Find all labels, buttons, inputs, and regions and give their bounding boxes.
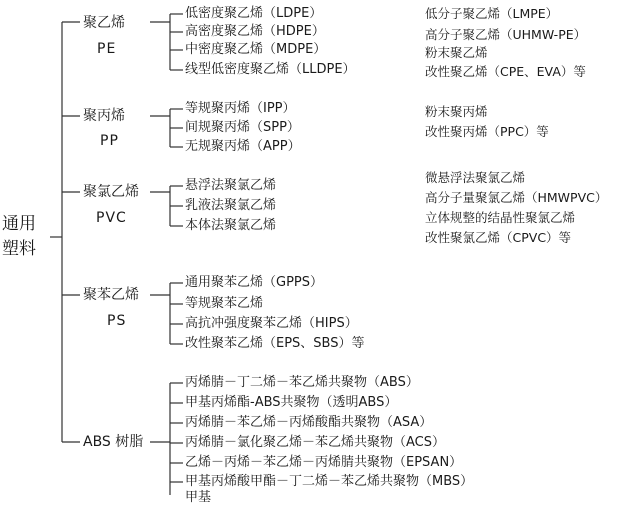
group-abbr-pp: PP: [100, 133, 119, 149]
abs-item: 丙烯腈－苯乙烯－丙烯酸酯共聚物（ASA）: [185, 415, 433, 430]
abs-item: 丙烯腈－丁二烯－苯乙烯共聚物（ABS）: [185, 375, 419, 390]
group-name-pvc: 聚氯乙烯: [83, 184, 139, 200]
pe-item: 线型低密度聚乙烯（LLDPE）: [185, 62, 356, 77]
pp-extra: 改性聚丙烯（PPC）等: [425, 124, 549, 139]
pvc-item: 本体法聚氯乙烯: [185, 218, 277, 233]
abs-item: 丙烯腈－氯化聚乙烯－苯乙烯共聚物（ACS）: [185, 435, 445, 450]
group-name-ps: 聚苯乙烯: [83, 287, 139, 303]
abs-item: 乙烯－丙烯－苯乙烯－丙烯腈共聚物（EPSAN）: [185, 455, 463, 470]
pvc-extra: 立体规整的结晶性聚氯乙烯: [425, 210, 576, 225]
group-name-pe: 聚乙烯: [83, 15, 125, 31]
pp-item: 无规聚丙烯（APP）: [185, 139, 301, 154]
pe-extra: 高分子聚乙烯（UHMW-PE）: [425, 27, 587, 42]
pe-extra: 粉末聚乙烯: [425, 45, 488, 60]
root-label-line2: 塑料: [2, 239, 36, 259]
ps-item: 通用聚苯乙烯（GPPS）: [185, 275, 324, 290]
pe-item: 低密度聚乙烯（LDPE）: [185, 6, 323, 21]
pvc-extra: 改性聚氯乙烯（CPVC）等: [425, 230, 572, 245]
pp-item: 间规聚丙烯（SPP）: [185, 120, 300, 135]
root-label-line1: 通用: [2, 214, 36, 234]
pvc-item: 乳液法聚氯乙烯: [185, 198, 277, 213]
abs-item: 甲基丙烯酸甲酯－丁二烯－苯乙烯共聚物（MBS）: [185, 474, 474, 489]
pvc-item: 悬浮法聚氯乙烯: [185, 178, 277, 193]
abs-item: 甲基: [185, 490, 212, 505]
pp-item: 等规聚丙烯（IPP）: [185, 101, 296, 116]
pe-item: 中密度聚乙烯（MDPE）: [185, 42, 327, 57]
pvc-extra: 微悬浮法聚氯乙烯: [425, 170, 526, 185]
pvc-extra: 高分子量聚氯乙烯（HMWPVC）: [425, 190, 608, 205]
group-abbr-pvc: PVC: [96, 210, 127, 226]
pp-extra: 粉末聚丙烯: [425, 104, 488, 119]
group-abbr-pe: PE: [97, 41, 117, 57]
group-name-abs: ABS 树脂: [83, 434, 144, 450]
group-abbr-ps: PS: [107, 313, 127, 329]
ps-item: 高抗冲强度聚苯乙烯（HIPS）: [185, 316, 358, 331]
abs-item: 甲基丙烯酯-ABS共聚物（透明ABS）: [185, 395, 398, 410]
ps-item: 等规聚苯乙烯: [185, 296, 264, 311]
pe-extra: 低分子聚乙烯（LMPE）: [425, 6, 559, 21]
pe-item: 高密度聚乙烯（HDPE）: [185, 24, 325, 39]
pe-extra: 改性聚乙烯（CPE、EVA）等: [425, 64, 586, 79]
group-name-pp: 聚丙烯: [83, 108, 125, 124]
ps-item: 改性聚苯乙烯（EPS、SBS）等: [185, 336, 365, 351]
